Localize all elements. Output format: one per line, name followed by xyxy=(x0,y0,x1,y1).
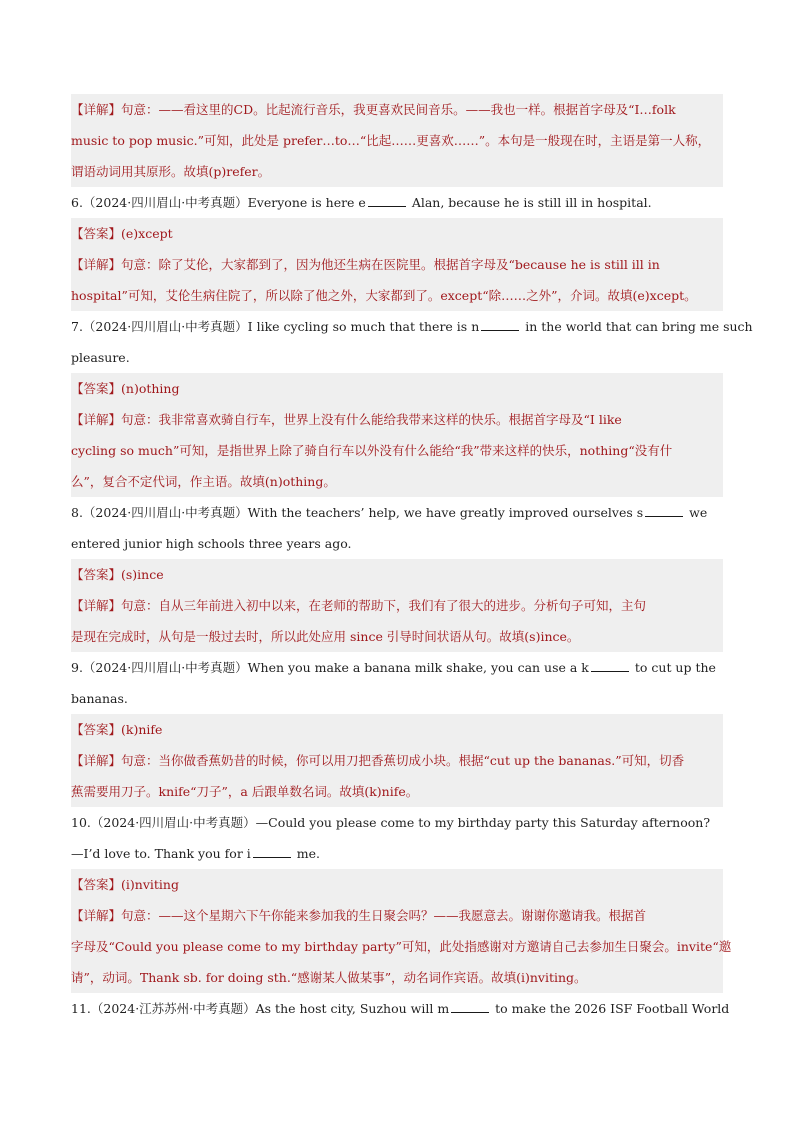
question-block xyxy=(71,311,753,373)
answer-line xyxy=(71,218,723,249)
question-line xyxy=(71,993,730,1024)
question-text: Alan, because he is still ill in hospital. xyxy=(407,195,652,210)
answer-blank[interactable] xyxy=(368,195,406,207)
explanation-tag: 【详解】 xyxy=(71,257,122,272)
explanation-line xyxy=(71,125,723,156)
explanation-text: music to pop music.”可知，此处是 prefer…to…“比起……更喜欢……”。本句是一般现在时，主语是第一人称， xyxy=(71,133,711,148)
question-text: 6.（2024·四川眉山·中考真题）Everyone is here e xyxy=(71,195,366,210)
answer-tag: 【答案】 xyxy=(71,722,122,737)
explanation-block xyxy=(71,249,723,311)
explanation-tag: 【详解】 xyxy=(71,598,122,613)
answer-blank[interactable] xyxy=(481,319,519,331)
answer-blank[interactable] xyxy=(253,846,291,858)
explanation-line xyxy=(71,900,723,931)
explanation-line xyxy=(71,156,723,187)
question-text: 11.（2024·江苏苏州·中考真题）As the host city, Suzhou will m xyxy=(71,1001,450,1016)
explanation-text: cycling so much”可知，是指世界上除了骑自行车以外没有什么能给“我”带来这样的快乐，nothing“没有什 xyxy=(71,443,673,458)
explanation-text: 谓语动词用其原形。故填(p)refer。 xyxy=(71,164,271,179)
question-text: —I’d love to. Thank you for i xyxy=(71,846,251,861)
question-block xyxy=(71,187,723,218)
question-text: to make the 2026 ISF Football World xyxy=(491,1001,730,1016)
explanation-line xyxy=(71,590,723,621)
answer-line xyxy=(71,869,723,900)
answer-tag: 【答案】 xyxy=(71,567,122,582)
explanation-block xyxy=(71,590,723,652)
answer-block xyxy=(71,218,723,249)
question-block xyxy=(71,497,723,559)
question-text: me. xyxy=(292,846,320,861)
explanation-text: 句意：——看这里的CD。比起流行音乐，我更喜欢民间音乐。——我也一样。根据首字母及“I…folk xyxy=(121,102,676,117)
question-block xyxy=(71,807,723,869)
answer-tag: 【答案】 xyxy=(71,226,122,241)
answer-line xyxy=(71,373,723,404)
explanation-line xyxy=(71,466,723,497)
answer-line xyxy=(71,559,723,590)
explanation-line xyxy=(71,94,723,125)
explanation-text: 句意：当你做香蕉奶昔的时候，你可以用刀把香蕉切成小块。根据“cut up the bananas.”可知，切香 xyxy=(121,753,685,768)
answer-blank[interactable] xyxy=(645,505,683,517)
document-page xyxy=(71,94,753,1024)
explanation-text: 字母及“Could you please come to my birthday party”可知，此处指感谢对方邀请自己去参加生日聚会。invite“邀 xyxy=(71,939,732,954)
explanation-block xyxy=(71,900,732,993)
answer-block xyxy=(71,373,723,404)
question-text: 9.（2024·四川眉山·中考真题）When you make a banana milk shake, you can use a k xyxy=(71,660,589,675)
explanation-text: 是现在完成时，从句是一般过去时，所以此处应用 since 引导时间状语从句。故填(s)ince。 xyxy=(71,629,580,644)
question-text: in the world that can bring me such xyxy=(521,319,753,334)
answer-text: (i)nviting xyxy=(121,877,179,892)
question-line xyxy=(71,187,723,218)
explanation-line xyxy=(71,745,723,776)
explanation-line xyxy=(71,249,723,280)
question-line: bananas. xyxy=(71,691,128,706)
explanation-line xyxy=(71,621,723,652)
question-line xyxy=(71,838,723,869)
explanation-line xyxy=(71,962,723,993)
explanation-text: 句意：我非常喜欢骑自行车，世界上没有什么能给我带来这样的快乐。根据首字母及“I like xyxy=(121,412,622,427)
answer-text: (s)ince xyxy=(121,567,164,582)
answer-text: (n)othing xyxy=(121,381,180,396)
explanation-line xyxy=(71,931,732,962)
question-block xyxy=(71,993,730,1024)
answer-blank[interactable] xyxy=(451,1001,489,1013)
explanation-line xyxy=(71,280,723,311)
answer-tag: 【答案】 xyxy=(71,381,122,396)
answer-block xyxy=(71,714,723,745)
explanation-text: 句意：——这个星期六下午你能来参加我的生日聚会吗？——我愿意去。谢谢你邀请我。根据首 xyxy=(121,908,647,923)
question-line xyxy=(71,497,723,528)
answer-blank[interactable] xyxy=(591,660,629,672)
answer-block xyxy=(71,869,723,900)
explanation-block xyxy=(71,404,723,497)
answer-block xyxy=(71,559,723,590)
explanation-tag: 【详解】 xyxy=(71,412,122,427)
answer-text: (e)xcept xyxy=(121,226,173,241)
question-line: pleasure. xyxy=(71,350,130,365)
explanation-text: 句意：除了艾伦，大家都到了，因为他还生病在医院里。根据首字母及“because he is still ill in xyxy=(121,257,660,272)
question-line xyxy=(71,652,723,683)
question-text: 10.（2024·四川眉山·中考真题）—Could you please come to my birthday party this Saturday afternoon? xyxy=(71,815,711,830)
question-text: 7.（2024·四川眉山·中考真题）I like cycling so much that there is n xyxy=(71,319,480,334)
question-line xyxy=(71,807,723,838)
explanation-tag: 【详解】 xyxy=(71,102,122,117)
explanation-tag: 【详解】 xyxy=(71,908,122,923)
explanation-line xyxy=(71,435,723,466)
explanation-tag: 【详解】 xyxy=(71,753,122,768)
question-block xyxy=(71,652,723,714)
question-text: we xyxy=(685,505,708,520)
explanation-block xyxy=(71,745,723,807)
question-text: 8.（2024·四川眉山·中考真题）With the teachers’ help, we have greatly improved ourselves s xyxy=(71,505,644,520)
explanation-text: 蕉需要用刀子。knife“刀子”，a 后跟单数名词。故填(k)nife。 xyxy=(71,784,419,799)
explanation-text: hospital”可知，艾伦生病住院了，所以除了他之外，大家都到了。except“除……之外”，介词。故填(e)xcept。 xyxy=(71,288,697,303)
explanation-text: 请”，动词。Thank sb. for doing sth.“感谢某人做某事”，动名词作宾语。故填(i)nviting。 xyxy=(71,970,587,985)
question-text: to cut up the xyxy=(630,660,716,675)
answer-tag: 【答案】 xyxy=(71,877,122,892)
explanation-block xyxy=(71,94,723,187)
explanation-text: 句意：自从三年前进入初中以来，在老师的帮助下，我们有了很大的进步。分析句子可知，主句 xyxy=(121,598,647,613)
question-line xyxy=(71,311,753,342)
question-line: entered junior high schools three years ago. xyxy=(71,536,352,551)
explanation-text: 么”，复合不定代词，作主语。故填(n)othing。 xyxy=(71,474,336,489)
answer-line xyxy=(71,714,723,745)
explanation-line xyxy=(71,776,723,807)
answer-text: (k)nife xyxy=(121,722,163,737)
explanation-line xyxy=(71,404,723,435)
